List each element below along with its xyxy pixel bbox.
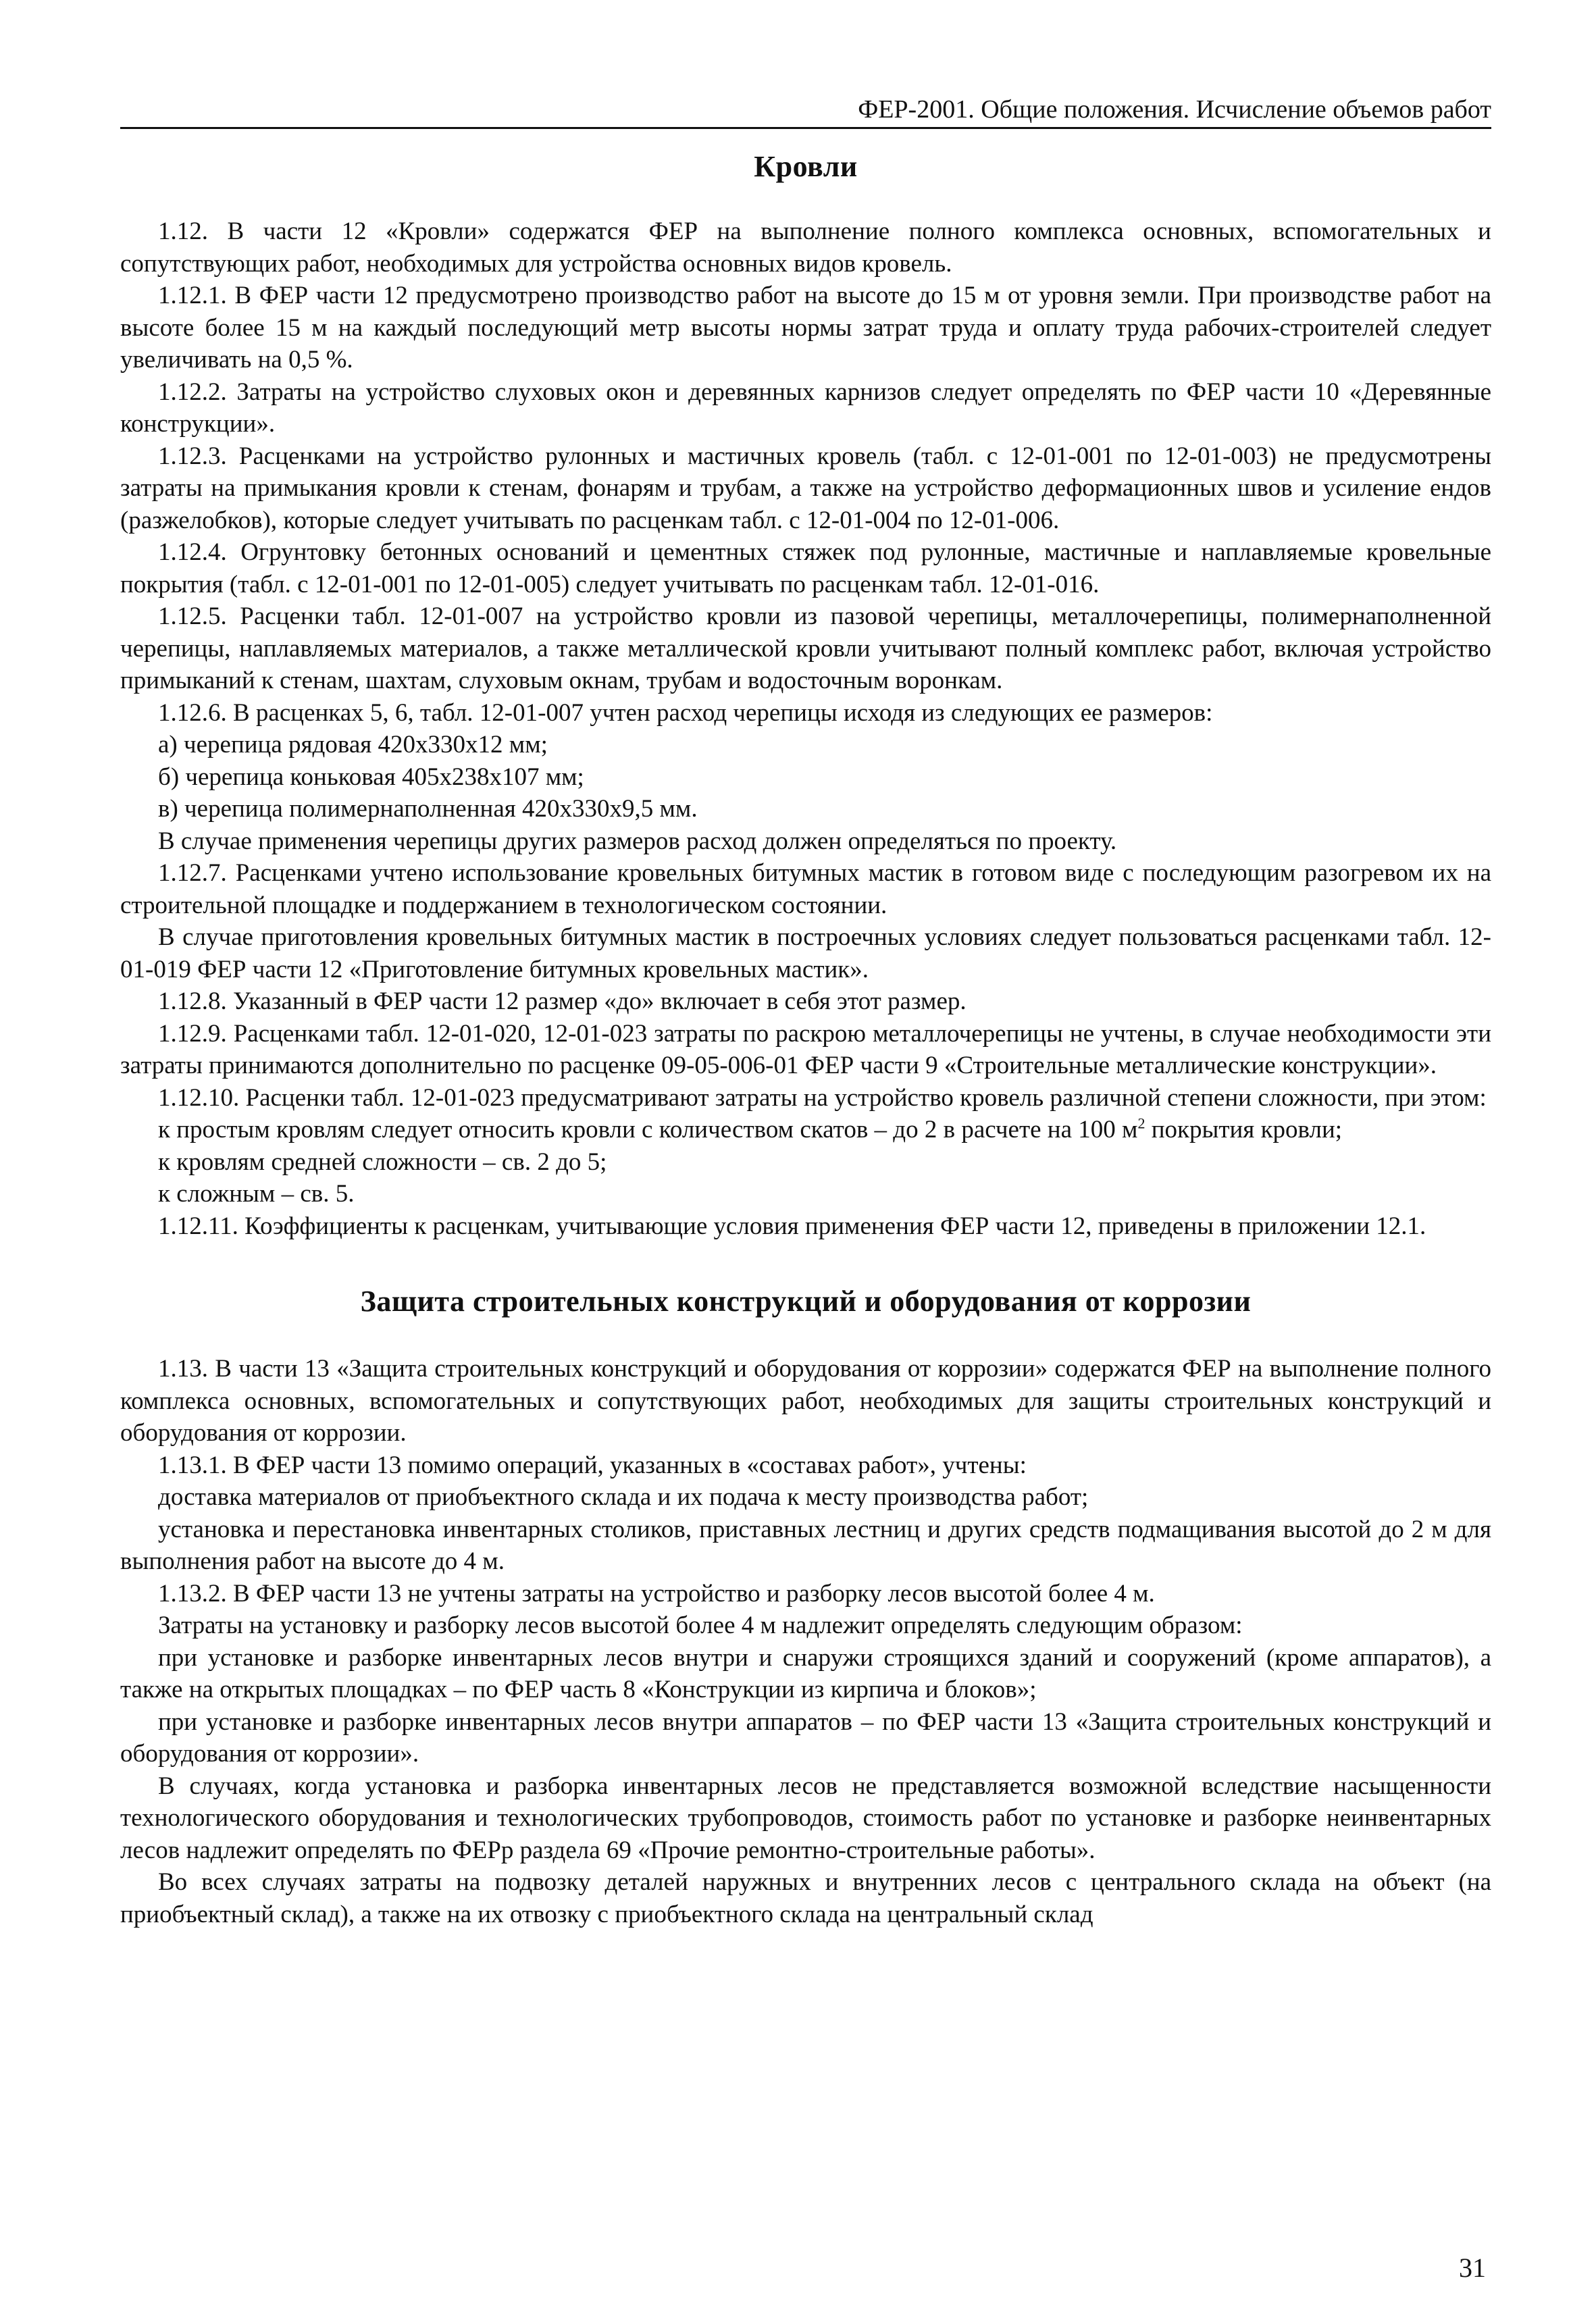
paragraph: к кровлям средней сложности – св. 2 до 5; — [158, 1148, 607, 1176]
paragraph: при установке и разборке инвентарных лесов внутри и снаружи строящихся зданий и сооружений (кроме аппаратов), а также на открытых площадках – по ФЕР часть 8 «Конструкции из кирпича и блоков»; — [120, 1643, 1491, 1703]
section-title-corrosion: Защита строительных конструкций и оборудования от коррозии — [360, 1285, 1252, 1318]
paragraph: 1.12.5. Расценки табл. 12-01-007 на устройство кровли из пазовой черепицы, металлочерепицы, полимернаполненной черепицы, наплавляемых материалов, а также металлической кровли учитывают полный комплекс работ, включая устройство примыканий к стенам, шахтам, слуховым окнам, трубам и водосточным воронкам. — [120, 602, 1491, 694]
paragraph: доставка материалов от приобъектного склада и их подача к месту производства работ; — [158, 1483, 1089, 1511]
paragraph: установка и перестановка инвентарных столиков, приставных лестниц и других средств подмащивания высотой до 2 м для выполнения работ на высоте до 4 м. — [120, 1515, 1491, 1575]
paragraph: 1.12.1. В ФЕР части 12 предусмотрено производство работ на высоте до 15 м от уровня земли. При производстве работ на высоте более 15 м на каждый последующий метр высоты нормы затрат труда и оплату труда рабочих-строителей следует увеличивать на 0,5 %. — [120, 282, 1491, 374]
paragraph: 1.12.7. Расценками учтено использование кровельных битумных мастик в готовом виде с последующим разогревом их на строительной площадке и поддержанием в технологическом состоянии. — [120, 859, 1491, 919]
section-body-roofs — [120, 215, 1491, 1242]
paragraph: 1.12.11. Коэффициенты к расценкам, учитывающие условия применения ФЕР части 12, приведены в приложении 12.1. — [158, 1212, 1426, 1240]
paragraph: В случаях, когда установка и разборка инвентарных лесов не представляется возможной вследствие насыщенности технологического оборудования и технологических трубопроводов, стоимость работ по установке и разборке неинвентарных лесов надлежит определять по ФЕРр раздела 69 «Прочие ремонтно-строительные работы». — [120, 1772, 1491, 1864]
paragraph: В случае приготовления кровельных битумных мастик в построечных условиях следует пользоваться расценками табл. 12-01-019 ФЕР части 12 «Приготовление битумных кровельных мастик». — [120, 923, 1491, 983]
paragraph: 1.12. В части 12 «Кровли» содержатся ФЕР на выполнение полного комплекса основных, вспомогательных и сопутствующих работ, необходимых для устройства основных видов кровель. — [120, 217, 1491, 278]
paragraph: 1.12.4. Огрунтовку бетонных оснований и цементных стяжек под рулонные, мастичные и наплавляемые кровельные покрытия (табл. с 12-01-001 по 12-01-005) следует учитывать по расценкам табл. 12-01-016. — [120, 538, 1491, 598]
paragraph: к сложным – св. 5. — [158, 1180, 355, 1208]
paragraph: 1.13.1. В ФЕР части 13 помимо операций, указанных в «составах работ», учтены: — [158, 1451, 1027, 1479]
list-item: б) черепица коньковая 405х238х107 мм; — [158, 763, 584, 791]
paragraph: В случае применения черепицы других размеров расход должен определяться по проекту. — [158, 827, 1117, 855]
superscript: 2 — [1137, 1114, 1145, 1132]
document-page — [120, 95, 1491, 1930]
text-run: к простым кровлям следует относить кровли с количеством скатов – до 2 в расчете на 100 м — [158, 1116, 1138, 1143]
section-title-roofs: Кровли — [754, 150, 858, 183]
paragraph: 1.12.3. Расценками на устройство рулонных и мастичных кровель (табл. с 12-01-001 по 12-01-003) не предусмотрены затраты на примыкания кровли к стенам, фонарям и трубам, а также на устройство деформационных швов и усиление ендов (разжелобков), которые следует учитывать по расценкам табл. с 12-01-004 по 12-01-006. — [120, 442, 1491, 534]
paragraph: 1.13.2. В ФЕР части 13 не учтены затраты на устройство и разборку лесов высотой более 4 м. — [158, 1579, 1155, 1608]
paragraph: 1.12.6. В расценках 5, 6, табл. 12-01-007 учтен расход черепицы исходя из следующих ее размеров: — [158, 698, 1213, 727]
page-number: 31 — [1459, 2253, 1486, 2283]
paragraph: при установке и разборке инвентарных лесов внутри аппаратов – по ФЕР части 13 «Защита строительных конструкций и оборудования от коррозии». — [120, 1707, 1491, 1768]
paragraph: Затраты на установку и разборку лесов высотой более 4 м надлежит определять следующим образом: — [158, 1612, 1243, 1639]
text-run: покрытия кровли; — [1145, 1116, 1343, 1143]
paragraph: 1.12.10. Расценки табл. 12-01-023 предусматривают затраты на устройство кровель различной степени сложности, при этом: — [158, 1083, 1487, 1112]
running-header: ФЕР-2001. Общие положения. Исчисление объемов работ — [120, 95, 1491, 129]
paragraph: 1.12.2. Затраты на устройство слуховых окон и деревянных карнизов следует определять по ФЕР части 10 «Деревянные конструкции». — [120, 378, 1491, 438]
paragraph-simple-roofs — [120, 1114, 1491, 1146]
paragraph: 1.12.9. Расценками табл. 12-01-020, 12-01-023 затраты по раскрою металлочерепицы не учтены, в случае необходимости эти затраты принимаются дополнительно по расценке 09-05-006-01 ФЕР части 9 «Строительные металлические конструкции». — [120, 1019, 1491, 1079]
list-item: в) черепица полимернаполненная 420х330х9,5 мм. — [158, 795, 698, 823]
paragraph: Во всех случаях затраты на подвозку деталей наружных и внутренних лесов с центрального склада на объект (на приобъектный склад), а также на их отвозку с приобъектного склада на центральный склад — [120, 1868, 1491, 1928]
paragraph: 1.12.8. Указанный в ФЕР части 12 размер «до» включает в себя этот размер. — [158, 987, 967, 1015]
paragraph: 1.13. В части 13 «Защита строительных конструкций и оборудования от коррозии» содержатся ФЕР на выполнение полного комплекса основных, вспомогательных и сопутствующих работ, необходимых для защиты строительных конструкций и оборудования от коррозии. — [120, 1355, 1491, 1447]
section-body-corrosion — [120, 1353, 1491, 1930]
list-item: а) черепица рядовая 420х330х12 мм; — [158, 731, 548, 759]
